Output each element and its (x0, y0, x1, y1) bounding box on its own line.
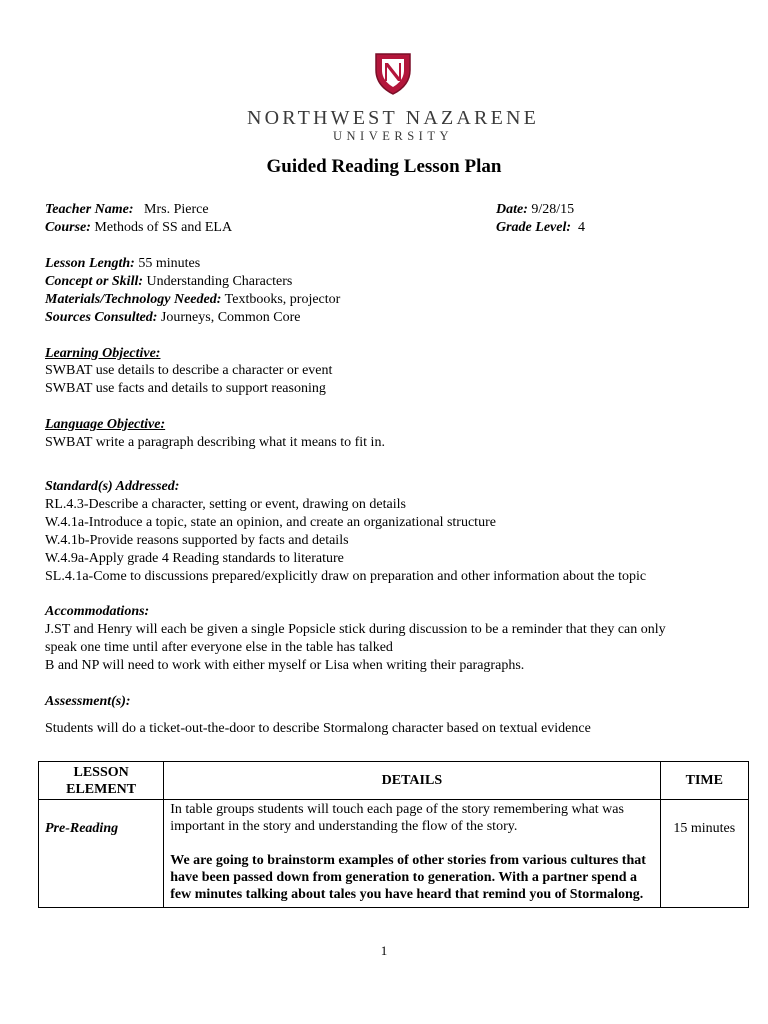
grade-label: Grade Level: (496, 220, 572, 235)
course-label: Course: (45, 220, 91, 235)
date-line (496, 201, 574, 218)
accommodation-line: J.ST and Henry will each be given a single Popsicle stick during discussion to be a reminder that they can only (45, 622, 666, 637)
row-time: 15 minutes (660, 800, 748, 908)
length-line (45, 255, 200, 272)
standards-heading: Standard(s) Addressed: (45, 479, 180, 494)
standard-line: SL.4.1a-Come to discussions prepared/explicitly draw on preparation and other information about the topic (45, 569, 647, 584)
accommodation-line: B and NP will need to work with either myself or Lisa when writing their paragraphs. (45, 658, 525, 673)
table-header-row (39, 762, 749, 800)
standard-line: RL.4.3-Describe a character, setting or event, drawing on details (45, 497, 406, 512)
language-objective-line: SWBAT write a paragraph describing what it means to fit in. (45, 435, 385, 450)
row-element: Pre-Reading (39, 800, 164, 908)
university-name: NORTHWEST NAZARENE (246, 107, 540, 129)
accommodation-line: speak one time until after everyone else in the table has talked (45, 640, 393, 655)
page-number: 1 (380, 943, 388, 958)
document-title: Guided Reading Lesson Plan (266, 156, 502, 177)
concept-line (45, 273, 292, 290)
header-lesson-element: LESSON ELEMENT (39, 762, 164, 800)
length-label: Lesson Length: (45, 256, 135, 271)
lesson-table (38, 761, 749, 908)
assessment-line: Students will do a ticket-out-the-door to describe Stormalong character based on textual evidence (45, 721, 591, 736)
standard-line: W.4.1a-Introduce a topic, state an opinion, and create an organizational structure (45, 515, 496, 530)
university-logo (243, 52, 543, 150)
learning-objective-heading: Learning Objective: (45, 346, 161, 361)
row-details (164, 800, 660, 908)
materials-line (45, 291, 340, 308)
shield-crest-icon (373, 52, 413, 96)
learning-objective-line: SWBAT use facts and details to support reasoning (45, 381, 326, 396)
header-time: TIME (660, 762, 748, 800)
course-value: Methods of SS and ELA (94, 220, 233, 235)
language-objective-heading: Language Objective: (45, 417, 166, 432)
length-value: 55 minutes (138, 256, 201, 271)
concept-value: Understanding Characters (146, 274, 293, 289)
learning-objective-line: SWBAT use details to describe a character or event (45, 363, 333, 378)
course-line (45, 219, 232, 236)
teacher-line (45, 201, 209, 218)
sources-value: Journeys, Common Core (160, 310, 301, 325)
university-subtitle: UNIVERSITY (333, 129, 453, 143)
sources-label: Sources Consulted: (45, 310, 158, 325)
grade-value: 4 (578, 220, 586, 235)
standard-line: W.4.9a-Apply grade 4 Reading standards to literature (45, 551, 344, 566)
concept-label: Concept or Skill: (45, 274, 144, 289)
date-label: Date: (496, 202, 528, 217)
date-value: 9/28/15 (531, 202, 575, 217)
teacher-value: Mrs. Pierce (144, 202, 209, 217)
standard-line: W.4.1b-Provide reasons supported by facts and details (45, 533, 349, 548)
teacher-label: Teacher Name: (45, 202, 134, 217)
table-row (39, 800, 749, 908)
accommodations-heading: Accommodations: (45, 604, 150, 619)
header-details: DETAILS (164, 762, 660, 800)
sources-line (45, 309, 301, 326)
materials-value: Textbooks, projector (224, 292, 341, 307)
assessment-heading: Assessment(s): (45, 694, 131, 709)
row-details-bold-text: We are going to brainstorm examples of other stories from various cultures that have been passed down from generation to generation. With a partner spend a few minutes talking about tales you have heard that remind you of Stormalong. (170, 853, 646, 902)
grade-line (496, 219, 585, 236)
materials-label: Materials/Technology Needed: (45, 292, 222, 307)
row-details-text: In table groups students will touch each page of the story remembering what was important in the story and understanding the flow of the story. (170, 802, 624, 834)
